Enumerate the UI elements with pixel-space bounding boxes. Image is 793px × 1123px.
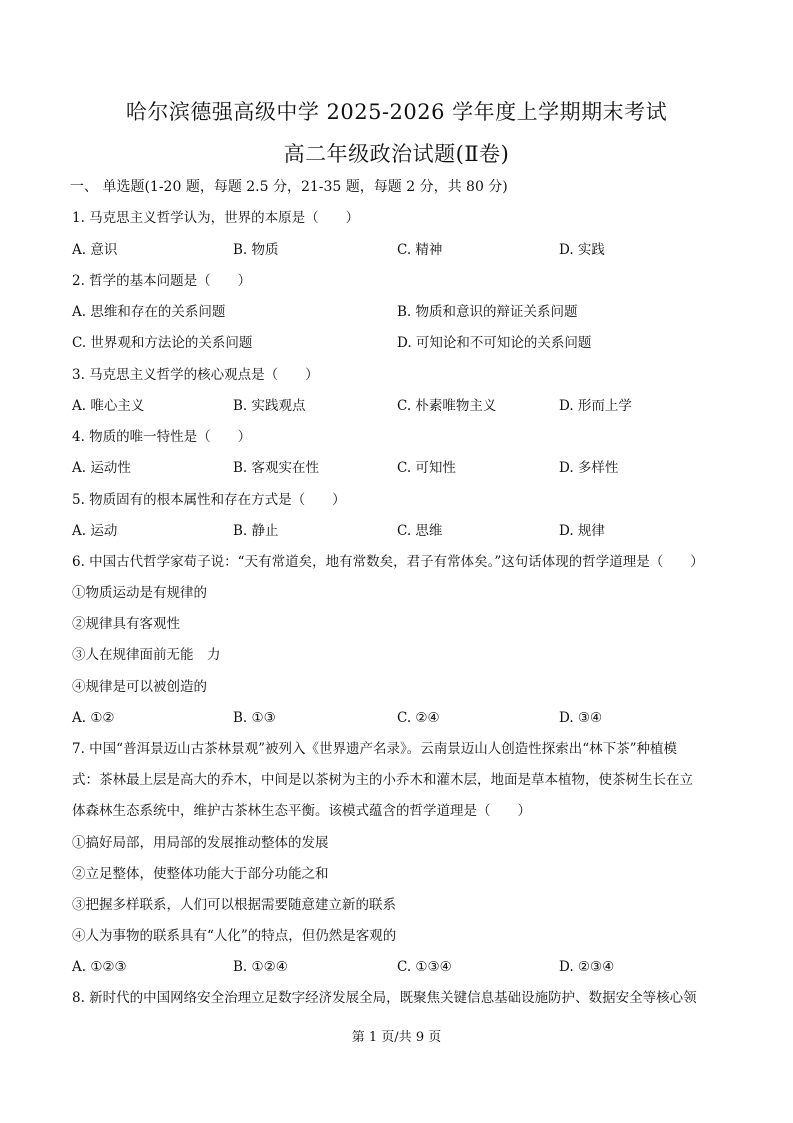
q5-option-a: A. 运动 xyxy=(72,523,118,539)
q7-item-2: ②立足整体，使整体功能大于部分功能之和 xyxy=(72,866,329,882)
q1-option-b: B. 物质 xyxy=(233,242,279,258)
q6-option-b: B. ①③ xyxy=(233,710,276,726)
question-3-stem: 3. 马克思主义哲学的核心观点是（ ） xyxy=(72,367,319,383)
q2-option-b: B. 物质和意识的辩证关系问题 xyxy=(397,304,578,320)
q7-item-4: ④人为事物的联系具有“人化”的特点，但仍然是客观的 xyxy=(72,928,397,944)
question-6-stem: 6. 中国古代哲学家荀子说：“天有常道矣，地有常数矣，君子有常体矣。”这句话体现的哲学道理是（ ） xyxy=(72,554,704,570)
question-2-stem: 2. 哲学的基本问题是（ ） xyxy=(72,273,252,289)
q6-option-a: A. ①② xyxy=(72,710,115,726)
page-footer: 第 1 页/共 9 页 xyxy=(351,1030,442,1045)
question-7-stem-line-2: 式：茶林最上层是高大的乔木，中间是以茶树为主的小乔木和灌木层，地面是草本植物，使茶树生长在立 xyxy=(72,772,693,788)
q5-option-d: D. 规律 xyxy=(559,523,605,539)
q7-option-b: B. ①②④ xyxy=(233,959,288,975)
section-heading: 一、 单选题(1-20 题，每题 2.5 分，21-35 题，每题 2 分，共 80 分) xyxy=(70,179,508,195)
q1-option-d: D. 实践 xyxy=(559,242,605,258)
q7-item-1: ①搞好局部，用局部的发展推动整体的发展 xyxy=(72,835,329,851)
q3-option-c: C. 朴素唯物主义 xyxy=(397,398,497,414)
q4-option-a: A. 运动性 xyxy=(72,460,131,476)
q6-item-1: ①物质运动是有规律的 xyxy=(72,585,207,601)
q7-item-3: ③把握多样联系，人们可以根据需要随意建立新的联系 xyxy=(72,897,396,913)
exam-title: 哈尔滨德强高级中学 2025-2026 学年度上学期期末考试 xyxy=(125,100,668,124)
q5-option-b: B. 静止 xyxy=(233,523,279,539)
q3-option-d: D. 形而上学 xyxy=(559,398,632,414)
exam-subtitle: 高二年级政治试题(Ⅱ卷) xyxy=(283,142,510,166)
question-5-stem: 5. 物质固有的根本属性和存在方式是（ ） xyxy=(72,492,346,508)
question-1-stem: 1. 马克思主义哲学认为，世界的本原是（ ） xyxy=(72,210,360,226)
q4-option-b: B. 客观实在性 xyxy=(233,460,320,476)
q2-option-c: C. 世界观和方法论的关系问题 xyxy=(72,335,253,351)
q4-option-d: D. 多样性 xyxy=(559,460,619,476)
q7-option-d: D. ②③④ xyxy=(559,959,615,975)
q2-option-a: A. 思维和存在的关系问题 xyxy=(72,304,226,320)
q6-item-2: ②规律具有客观性 xyxy=(72,616,180,632)
q6-item-4: ④规律是可以被创造的 xyxy=(72,679,207,695)
q1-option-a: A. 意识 xyxy=(72,242,118,258)
question-8-stem: 8. 新时代的中国网络安全治理立足数字经济发展全局，既聚焦关键信息基础设施防护、数据安全等核心领 xyxy=(72,990,697,1006)
q7-option-c: C. ①③④ xyxy=(397,959,452,975)
q6-option-c: C. ②④ xyxy=(397,710,440,726)
question-7-stem-line-3: 体森林生态系统中，维护古茶林生态平衡。该模式蕴含的哲学道理是（ ） xyxy=(72,803,531,819)
q6-item-3: ③人在规律面前无能 力 xyxy=(72,647,221,663)
q5-option-c: C. 思维 xyxy=(397,523,443,539)
question-4-stem: 4. 物质的唯一特性是（ ） xyxy=(72,429,252,445)
q2-option-d: D. 可知论和不可知论的关系问题 xyxy=(397,335,592,351)
q3-option-a: A. 唯心主义 xyxy=(72,398,145,414)
q1-option-c: C. 精神 xyxy=(397,242,443,258)
question-7-stem-line-1: 7. 中国“普洱景迈山古茶林景观”被列入《世界遗产名录》。云南景迈山人创造性探索出“林下茶”种植模 xyxy=(72,741,678,757)
q4-option-c: C. 可知性 xyxy=(397,460,456,476)
q6-option-d: D. ③④ xyxy=(559,710,603,726)
q7-option-a: A. ①②③ xyxy=(72,959,127,975)
q3-option-b: B. 实践观点 xyxy=(233,398,306,414)
